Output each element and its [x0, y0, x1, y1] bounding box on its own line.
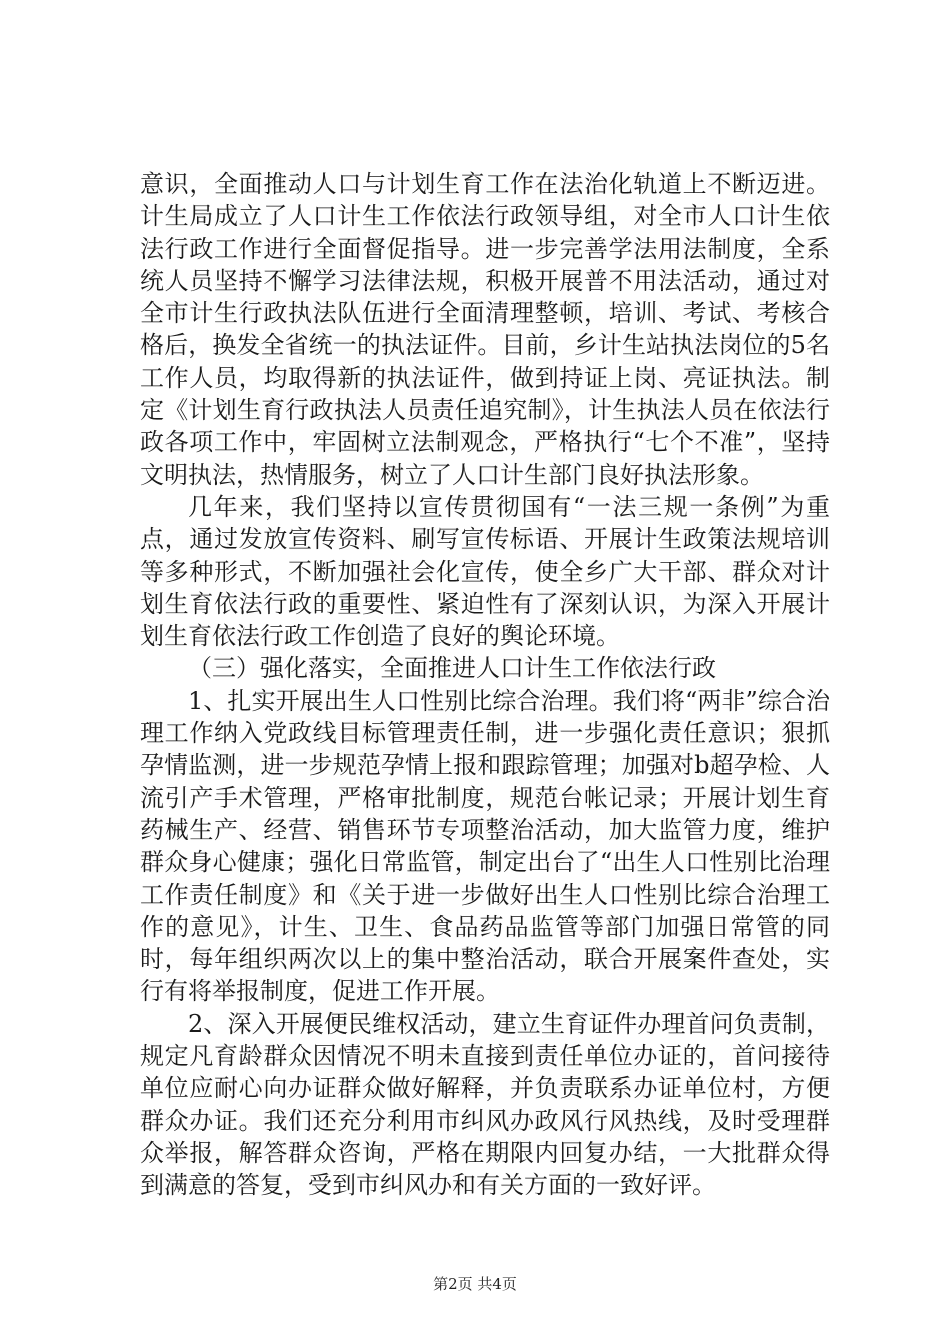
section-heading: （三）强化落实，全面推进人口计生工作依法行政	[188, 654, 716, 683]
document-body	[140, 168, 830, 1202]
page-footer: 第2页 共4页	[433, 1275, 517, 1293]
paragraph-publicity: 几年来，我们坚持以宣传贯彻国有“一法三规一条例”为重点，通过发放宣传资料、刷写宣传标语、开展计生政策法规培训等多种形式，不断加强社会化宣传，使全乡广大干部、群众对计划生育依法行政的重要性、紧迫性有了深刻认识，为深入开展计划生育依法行政工作创造了良好的舆论环境。	[140, 492, 830, 651]
paragraph-item-2: 2、深入开展便民维权活动，建立生育证件办理首问负责制，规定凡育龄群众因情况不明未直接到责任单位办证的，首问接待单位应耐心向办证群众做好解释，并负责联系办证单位村，方便群众办证。我们还充分利用市纠风办政风行风热线，及时受理群众举报，解答群众咨询，严格在期限内回复办结，一大批群众得到满意的答复，受到市纠风办和有关方面的一致好评。	[140, 1009, 830, 1200]
paragraph-item-1: 1、扎实开展出生人口性别比综合治理。我们将“两非”综合治理工作纳入党政线目标管理责任制，进一步强化责任意识；狠抓孕情监测，进一步规范孕情上报和跟踪管理；加强对b超孕检、人流引产手术管理，严格审批制度，规范台帐记录；开展计划生育药械生产、经营、销售环节专项整治活动，加大监管力度，维护群众身心健康；强化日常监管，制定出台了“出生人口性别比治理工作责任制度》和《关于进一步做好出生人口性别比综合治理工作的意见》，计生、卫生、食品药品监管等部门加强日常管的同时，每年组织两次以上的集中整治活动，联合开展案件查处，实行有将举报制度，促进工作开展。	[140, 686, 830, 1006]
paragraph-continued: 意识，全面推动人口与计划生育工作在法治化轨道上不断迈进。计生局成立了人口计生工作依法行政领导组，对全市人口计生依法行政工作进行全面督促指导。进一步完善学法用法制度，全系统人员坚持不懈学习法律法规，积极开展普不用法活动，通过对全市计生行政执法队伍进行全面清理整顿，培训、考试、考核合格后，换发全省统一的执法证件。目前，乡计生站执法岗位的5名工作人员，均取得新的执法证件，做到持证上岗、亮证执法。制定《计划生育行政执法人员责任追究制》，计生执法人员在依法行政各项工作中，牢固树立法制观念，严格执行“七个不准”，坚持文明执法，热情服务，树立了人口计生部门良好执法形象。	[140, 170, 830, 489]
